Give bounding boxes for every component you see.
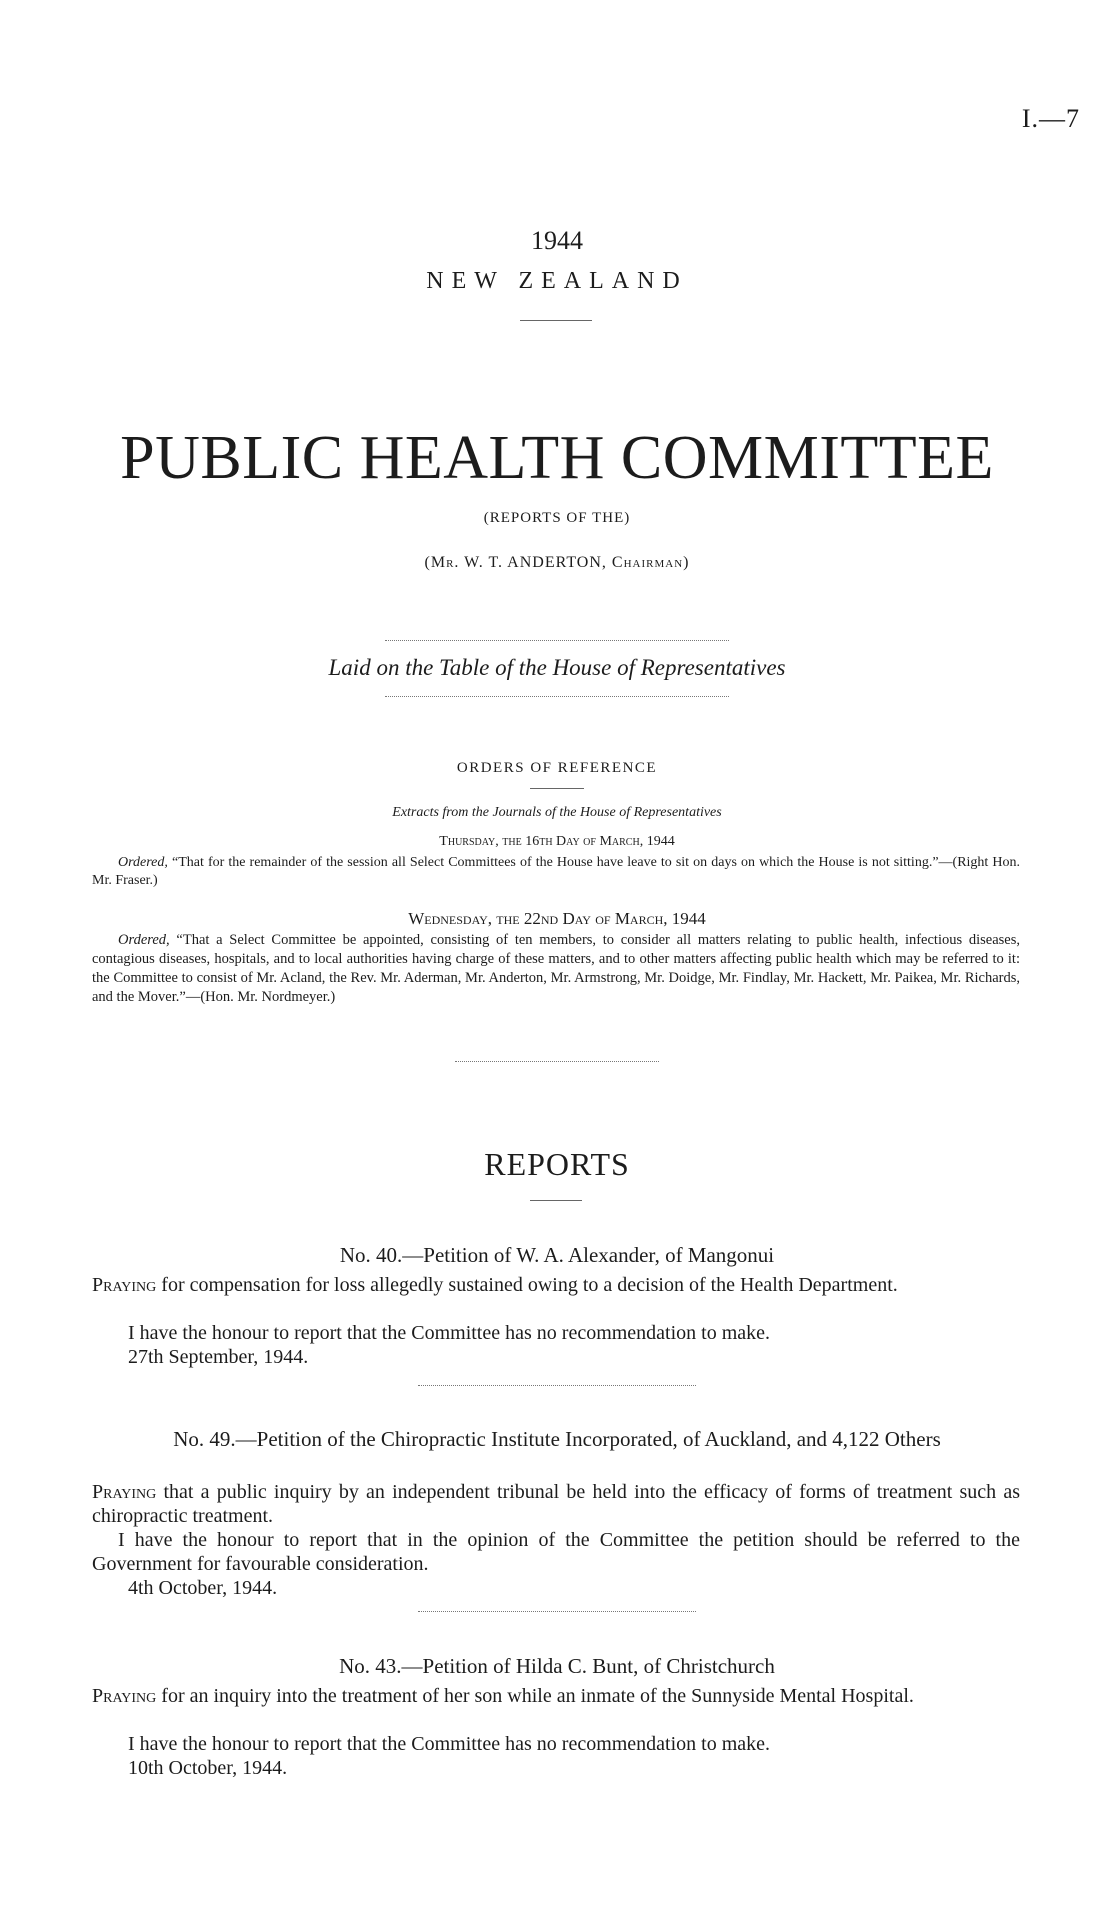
orders-heading: ORDERS OF REFERENCE <box>456 760 658 776</box>
order-text <box>92 931 1020 1007</box>
praying-text: for compensation for loss allegedly sustained owing to a decision of the Health Department. <box>161 1274 898 1296</box>
document-year: 1944 <box>531 226 583 255</box>
report-praying <box>92 1684 1020 1708</box>
divider-rule <box>530 788 584 789</box>
report-date: 10th October, 1944. <box>128 1757 288 1779</box>
extracts-line: Extracts from the Journals of the House of Representatives <box>392 805 722 820</box>
ordered-label: Ordered, <box>118 932 170 948</box>
divider-rule <box>418 1385 696 1386</box>
chairman-line: (Mr. W. T. ANDERTON, Chairman) <box>424 554 690 571</box>
report-heading: No. 43.—Petition of Hilda C. Bunt, of Christchurch <box>339 1654 775 1678</box>
divider-rule <box>385 640 729 641</box>
report-date: 27th September, 1944. <box>128 1346 309 1368</box>
divider-rule <box>455 1061 659 1062</box>
order-date: Thursday, the 16th Day of March, 1944 <box>439 834 675 849</box>
divider-rule <box>385 696 729 697</box>
praying-label: Praying <box>92 1685 157 1707</box>
report-praying <box>92 1273 1020 1297</box>
praying-label: Praying <box>92 1274 157 1296</box>
praying-text: that a public inquiry by an independent tribunal be held into the efficacy of forms of treatment such as chiropractic treatment. <box>92 1481 1020 1527</box>
page-reference: I.—7 <box>1021 104 1080 133</box>
divider-rule <box>530 1200 582 1201</box>
report-praying <box>92 1480 1020 1528</box>
divider-rule <box>418 1611 696 1612</box>
order-date: Wednesday, the 22nd Day of March, 1944 <box>408 909 706 928</box>
report-statement: I have the honour to report that the Committee has no recommendation to make. <box>128 1733 771 1755</box>
country-heading: NEW ZEALAND <box>426 268 688 294</box>
report-heading: No. 40.—Petition of W. A. Alexander, of Mangonui <box>339 1243 775 1267</box>
divider-rule <box>520 320 592 321</box>
document-subtitle: (REPORTS OF THE) <box>483 510 631 526</box>
praying-text: for an inquiry into the treatment of her son while an inmate of the Sunnyside Mental Hospital. <box>161 1685 914 1707</box>
report-statement: I have the honour to report that in the opinion of the Committee the petition should be referred to the Government for favourable consideration. <box>92 1529 1020 1575</box>
order-body: “That a Select Committee be appointed, consisting of ten members, to consider all matters relating to public health, infectious diseases, contagious diseases, hospitals, and to local authorities having charge of these matters, and to other matters affecting public health which may be referred to it: the Committee to consist of Mr. Acland, the Rev. Mr. Aderman, Mr. Anderton, Mr. Armstrong, Mr. Doidge, Mr. Findlay, Mr. Hackett, Mr. Paikea, Mr. Richards, and the Mover.”—(Hon. Mr. Nordmeyer.) <box>92 932 1020 1005</box>
reports-heading: REPORTS <box>484 1146 630 1182</box>
order-text <box>92 854 1020 890</box>
report-statement: I have the honour to report that the Committee has no recommendation to make. <box>128 1322 771 1344</box>
praying-label: Praying <box>92 1481 157 1503</box>
laid-on-table-line: Laid on the Table of the House of Representatives <box>328 655 786 680</box>
report-heading: No. 49.—Petition of the Chiropractic Institute Incorporated, of Auckland, and 4,122 Others <box>173 1427 941 1451</box>
order-body: “That for the remainder of the session all Select Committees of the House have leave to sit on days on which the House is not sitting.”—(Right Hon. Mr. Fraser.) <box>92 855 1021 888</box>
report-date: 4th October, 1944. <box>128 1577 278 1599</box>
document-title: PUBLIC HEALTH COMMITTEE <box>120 424 994 492</box>
ordered-label: Ordered, <box>118 855 168 870</box>
